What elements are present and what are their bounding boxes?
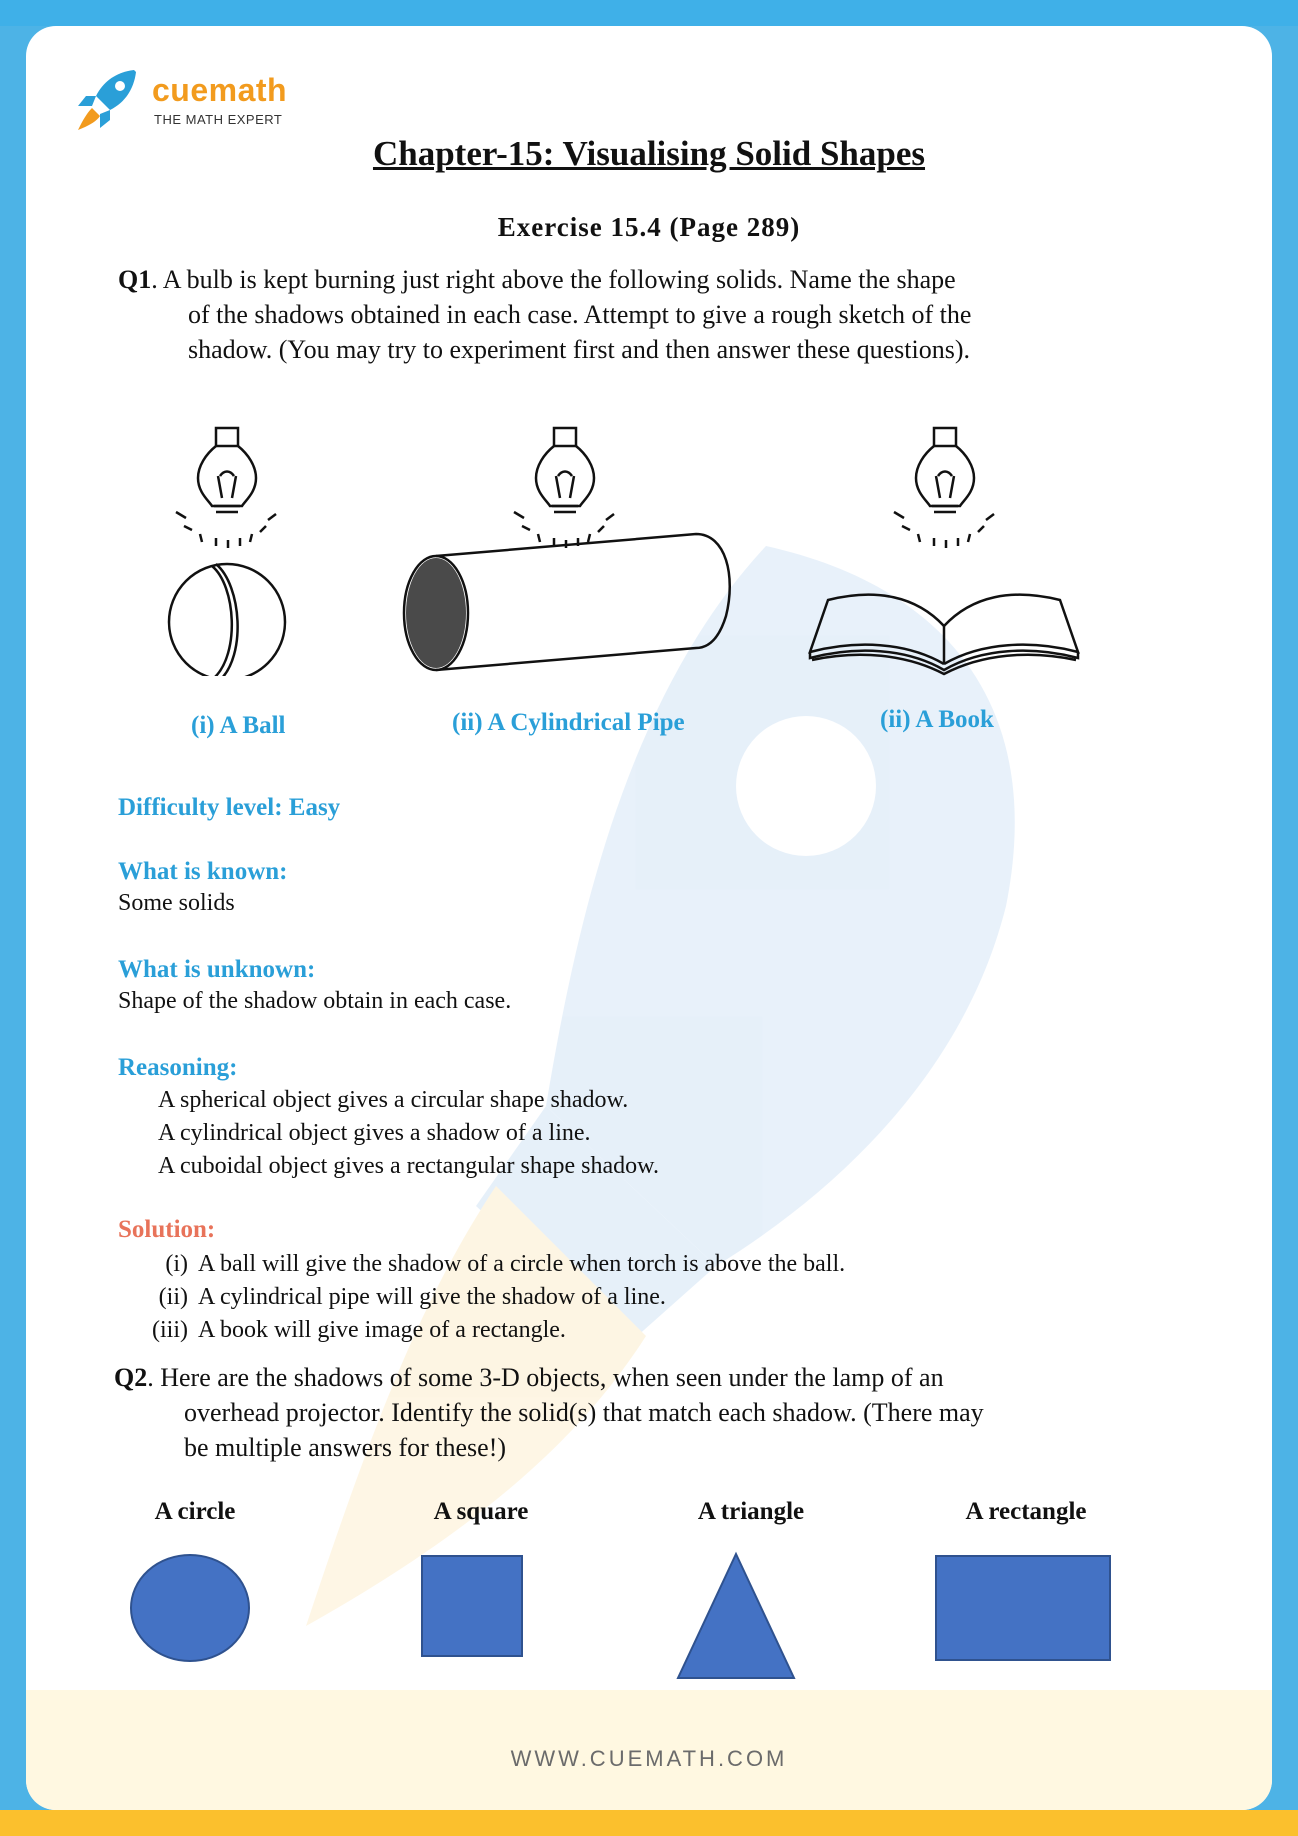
question-2 [114,1360,984,1465]
question-text-line: shadow. (You may try to experiment first and then answer these questions). [188,335,971,364]
difficulty-heading: Difficulty level: Easy [118,794,341,821]
rocket-logo-icon [74,66,140,132]
shape-label: A triangle [697,1498,805,1525]
unknown-heading: What is unknown: [118,956,316,983]
triangle-shadow-icon [674,1550,798,1682]
reasoning-lines [158,1084,659,1183]
circle-shadow-icon [128,1552,252,1664]
reasoning-line: A cylindrical object gives a shadow of a line. [158,1120,591,1146]
list-item: (ii) A cylindrical pipe will give the shadow of a line. [158,1284,666,1310]
worksheet-page [26,26,1272,1810]
question-text-line: of the shadows obtained in each case. Attempt to give a rough sketch of the [188,300,972,329]
brand-name: cuemath [152,72,288,108]
page-title: Chapter-15: Visualising Solid Shapes [372,134,926,173]
question-text-line: overhead projector. Identify the solid(s) that match each shadow. (There may [184,1398,984,1427]
solution-heading: Solution: [118,1216,216,1243]
figure-caption: (i) A Ball [191,712,286,739]
reasoning-line: A spherical object gives a circular shape shadow. [158,1087,629,1113]
list-item: (iii) A book will give image of a rectangle. [152,1317,566,1343]
cuemath-logo [74,64,334,134]
footer-url: WWW.CUEMATH.COM [510,1746,788,1771]
ball-icon [156,426,296,676]
known-heading: What is known: [118,858,288,885]
question-text-line: . Here are the shadows of some 3-D objects, when seen under the lamp of an [147,1363,944,1392]
exercise-heading: Exercise 15.4 (Page 289) [497,212,801,242]
question-text-line: be multiple answers for these!) [184,1433,507,1462]
square-shadow-icon [420,1554,524,1658]
brand-tagline: THE MATH EXPERT [154,112,283,127]
question-text-line: . A bulb is kept burning just right above the following solids. Name the shape [151,265,956,294]
known-text: Some solids [118,890,235,916]
rectangle-shadow-icon [934,1554,1112,1662]
question-1 [118,262,971,367]
solution-list [118,1248,845,1347]
bottom-border-strip [0,1810,1298,1836]
book-icon [806,426,1086,676]
reasoning-line: A cuboidal object gives a rectangular shape shadow. [158,1153,659,1179]
shape-label: A rectangle [965,1498,1087,1525]
list-item: (i) A ball will give the shadow of a circle when torch is above the ball. [165,1251,846,1277]
figure-caption: (ii) A Cylindrical Pipe [452,709,685,736]
shape-label: A square [433,1498,529,1525]
shape-label: A circle [154,1498,236,1525]
reasoning-heading: Reasoning: [118,1054,238,1081]
top-border-strip [0,0,1298,26]
cylinder-icon [396,426,746,676]
question-number: Q2 [114,1363,148,1392]
figure-caption: (ii) A Book [880,706,994,733]
question-number: Q1 [118,265,152,294]
unknown-text: Shape of the shadow obtain in each case. [118,988,512,1014]
